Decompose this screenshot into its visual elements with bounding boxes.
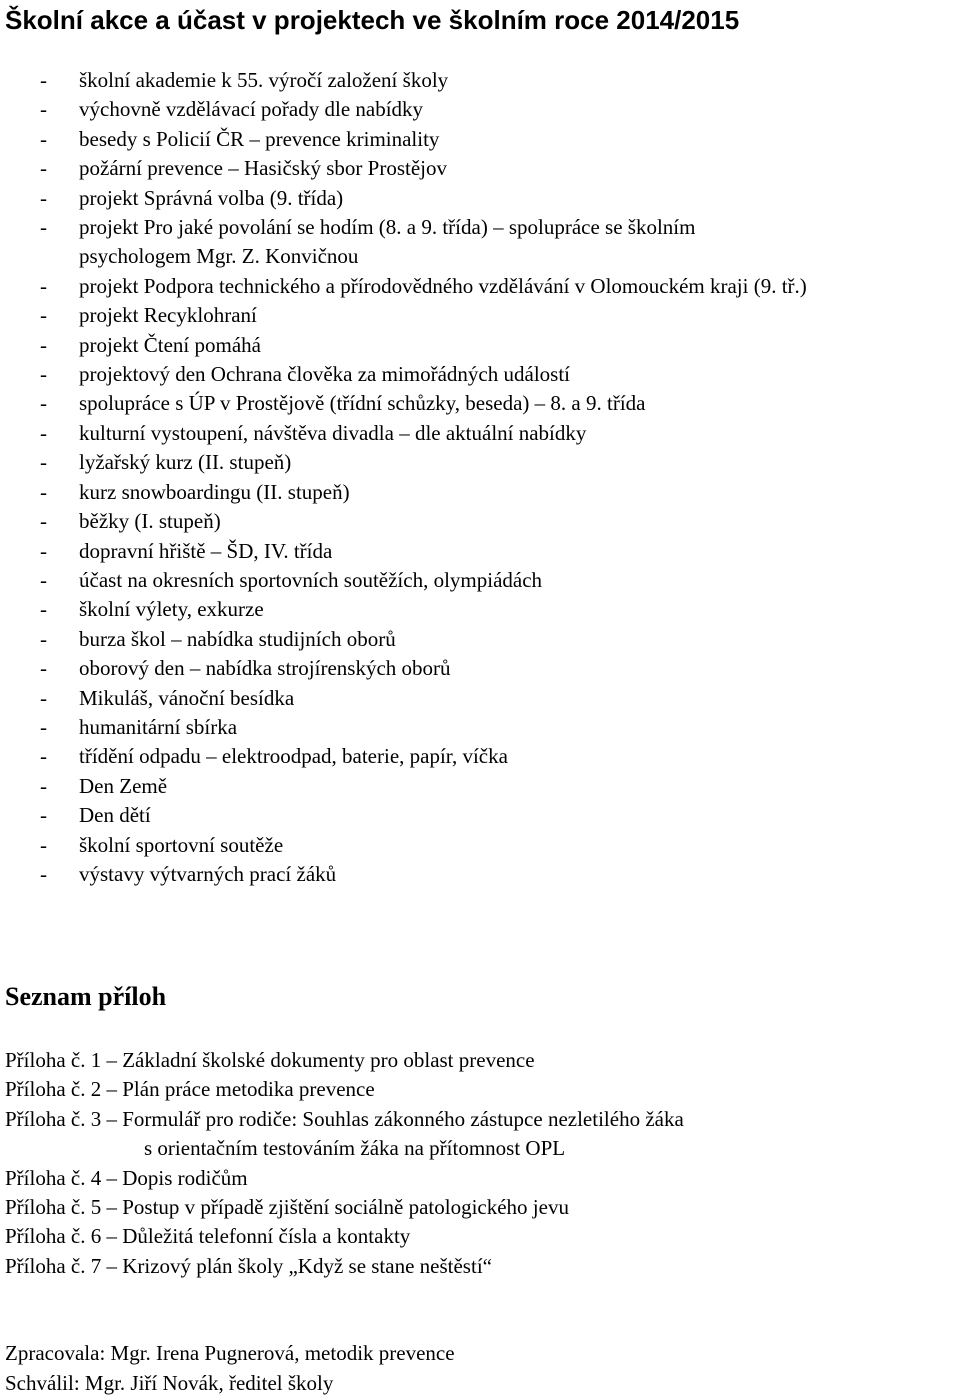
list-marker: -: [40, 685, 47, 710]
activity-text: školní výlety, exkurze: [79, 597, 264, 622]
activity-item: [0, 301, 939, 330]
activity-item: [0, 772, 939, 801]
activity-item: [0, 360, 939, 389]
activity-item: [0, 125, 939, 154]
prepared-by: Zpracovala: Mgr. Irena Pugnerová, metodik prevence: [5, 1341, 455, 1365]
activity-text: besedy s Policií ČR – prevence kriminality: [79, 126, 440, 151]
list-marker: -: [40, 803, 47, 828]
activity-text: účast na okresních sportovních soutěžích, olympiádách: [79, 567, 543, 592]
activity-text: školní akademie k 55. výročí založení školy: [79, 68, 449, 92]
activity-item: [0, 154, 939, 183]
list-marker: -: [40, 861, 47, 886]
activity-text: projekt Pro jaké povolání se hodím (8. a 9. třída) – spolupráce se školním: [79, 215, 696, 240]
list-marker: -: [40, 538, 47, 563]
appendix-text: Příloha č. 2 – Plán práce metodika prevence: [5, 1077, 375, 1102]
activity-text: školní sportovní soutěže: [79, 832, 284, 857]
appendix-item: [5, 1046, 684, 1075]
activity-text: dopravní hřiště – ŠD, IV. třída: [79, 538, 333, 563]
activity-item: [0, 389, 939, 418]
activity-item: [0, 331, 939, 360]
activity-text: požární prevence – Hasičský sbor Prostějov: [79, 156, 447, 181]
activity-text: běžky (I. stupeň): [79, 509, 221, 534]
activity-text: třídění odpadu – elektroodpad, baterie, papír, víčka: [79, 744, 508, 769]
appendix-item: [5, 1105, 684, 1164]
appendix-item: [5, 1222, 684, 1251]
activity-item: [0, 419, 939, 448]
activity-item: [0, 713, 939, 742]
activity-item: [0, 625, 939, 654]
appendix-text-continuation: s orientačním testováním žáka na přítomnost OPL: [144, 1136, 566, 1161]
activity-text: projekt Čtení pomáhá: [79, 332, 261, 357]
appendix-text: Příloha č. 3 – Formulář pro rodiče: Souhlas zákonného zástupce nezletilého žáka: [5, 1106, 684, 1131]
list-marker: -: [40, 450, 47, 475]
activity-item: [0, 507, 939, 536]
activity-text-continuation: psychologem Mgr. Z. Konvičnou: [79, 244, 359, 269]
activity-item: [0, 66, 939, 95]
activity-text: oborový den – nabídka strojírenských oborů: [79, 656, 451, 681]
list-marker: -: [40, 744, 47, 769]
list-marker: -: [40, 68, 47, 92]
appendix-text: Příloha č. 5 – Postup v případě zjištění sociálně patologického jevu: [5, 1195, 569, 1220]
list-marker: -: [40, 185, 47, 210]
list-marker: -: [40, 597, 47, 622]
activity-text: Den Země: [79, 773, 168, 798]
activity-text: humanitární sbírka: [79, 714, 238, 739]
list-marker: -: [40, 773, 47, 798]
list-marker: -: [40, 156, 47, 181]
appendix-text: Příloha č. 7 – Krizový plán školy „Když se stane neštěstí“: [5, 1253, 492, 1278]
list-marker: -: [40, 332, 47, 357]
activity-text: kulturní vystoupení, návštěva divadla – dle aktuální nabídky: [79, 420, 587, 445]
activity-text: kurz snowboardingu (II. stupeň): [79, 479, 350, 504]
list-marker: -: [40, 714, 47, 739]
list-marker: -: [40, 273, 47, 298]
activity-text: projekt Recyklohraní: [79, 303, 257, 328]
activity-text: burza škol – nabídka studijních oborů: [79, 626, 396, 651]
activity-text: projekt Podpora technického a přírodovědného vzdělávání v Olomouckém kraji (9. tř.): [79, 273, 807, 298]
activity-text: Mikuláš, vánoční besídka: [79, 685, 295, 710]
activity-text: Den dětí: [79, 803, 151, 828]
activity-text: projektový den Ochrana člověka za mimořádných událostí: [79, 362, 570, 387]
activity-item: [0, 742, 939, 771]
activity-item: [0, 95, 939, 124]
activity-item: [0, 478, 939, 507]
appendix-item: [5, 1164, 684, 1193]
activity-item: [0, 801, 939, 830]
activity-text: výchovně vzdělávací pořady dle nabídky: [79, 97, 424, 122]
list-marker: -: [40, 303, 47, 328]
list-marker: -: [40, 420, 47, 445]
activity-item: [0, 831, 939, 860]
activity-item: [0, 537, 939, 566]
appendix-item: [5, 1075, 684, 1104]
list-marker: -: [40, 391, 47, 416]
page-title: Školní akce a účast v projektech ve školním roce 2014/2015: [5, 5, 740, 35]
activity-item: [0, 860, 939, 889]
list-marker: -: [40, 626, 47, 651]
list-marker: -: [40, 126, 47, 151]
appendix-list: [5, 1046, 684, 1281]
appendix-item: [5, 1193, 684, 1222]
activity-item: [0, 654, 939, 683]
activity-item: [0, 595, 939, 624]
appendix-heading: Seznam příloh: [5, 982, 167, 1011]
activity-item: [0, 213, 939, 272]
list-marker: -: [40, 832, 47, 857]
appendix-text: Příloha č. 6 – Důležitá telefonní čísla a kontakty: [5, 1224, 411, 1249]
appendix-text: Příloha č. 1 – Základní školské dokumenty pro oblast prevence: [5, 1048, 535, 1072]
approved-by: Schválil: Mgr. Jiří Novák, ředitel školy: [5, 1371, 334, 1395]
appendix-text: Příloha č. 4 – Dopis rodičům: [5, 1165, 248, 1190]
activity-text: lyžařský kurz (II. stupeň): [79, 450, 292, 475]
list-marker: -: [40, 509, 47, 534]
list-marker: -: [40, 656, 47, 681]
list-marker: -: [40, 215, 47, 240]
list-marker: -: [40, 567, 47, 592]
activity-text: výstavy výtvarných prací žáků: [79, 861, 337, 886]
activity-list: [0, 66, 939, 889]
list-marker: -: [40, 479, 47, 504]
list-marker: -: [40, 362, 47, 387]
activity-item: [0, 566, 939, 595]
activity-item: [0, 684, 939, 713]
activity-item: [0, 272, 939, 301]
activity-text: spolupráce s ÚP v Prostějově (třídní schůzky, beseda) – 8. a 9. třída: [79, 391, 646, 416]
appendix-item: [5, 1252, 684, 1281]
signature-block: [5, 1338, 455, 1398]
list-marker: -: [40, 97, 47, 122]
activity-item: [0, 448, 939, 477]
activity-text: projekt Správná volba (9. třída): [79, 185, 344, 210]
activity-item: [0, 184, 939, 213]
